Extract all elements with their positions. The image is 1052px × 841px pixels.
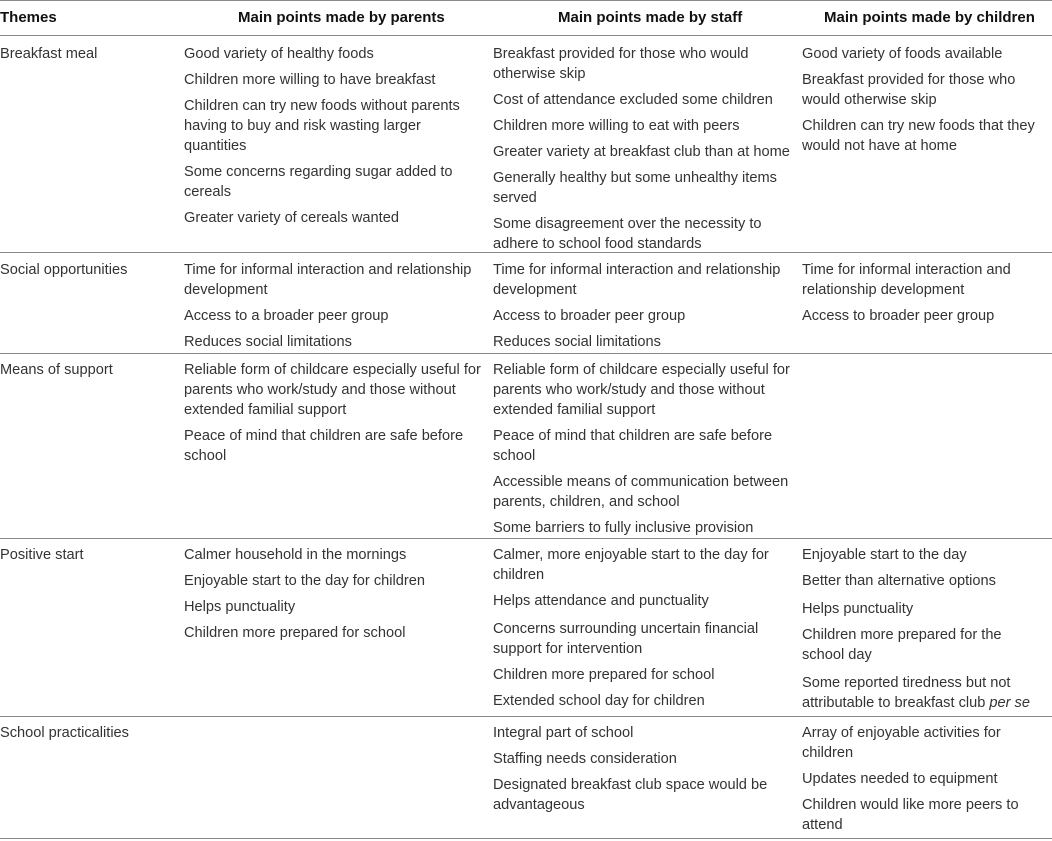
parents-cell: [184, 360, 484, 472]
list-item: Extended school day for children: [493, 693, 705, 709]
list-item: Some barriers to fully inclusive provision: [493, 520, 754, 536]
row-rule: [0, 538, 1052, 539]
list-item: Children more willing to eat with peers: [493, 118, 740, 134]
table-bottom-rule: [0, 838, 1052, 839]
parents-cell: [184, 260, 484, 358]
staff-cell: [493, 723, 793, 821]
list-item: Time for informal interaction and relationship development: [184, 262, 472, 298]
row-rule: [0, 716, 1052, 717]
list-item: Access to broader peer group: [802, 308, 995, 324]
list-item: Calmer, more enjoyable start to the day for children: [493, 547, 769, 583]
staff-cell: [493, 260, 793, 358]
list-item: Reduces social limitations: [184, 334, 352, 350]
staff-cell: [493, 44, 793, 260]
list-item: Enjoyable start to the day: [802, 547, 967, 563]
list-item: Generally healthy but some unhealthy items served: [493, 170, 777, 206]
list-item: Some disagreement over the necessity to adhere to school food standards: [493, 216, 762, 252]
list-item: Access to a broader peer group: [184, 308, 389, 324]
header-staff: Main points made by staff: [558, 9, 743, 26]
row-rule: [0, 353, 1052, 354]
header-children: Main points made by children: [824, 9, 1035, 26]
list-item: [802, 673, 1047, 713]
children-cell: [802, 545, 1047, 719]
list-item: Calmer household in the mornings: [184, 547, 407, 563]
list-item: Time for informal interaction and relationship development: [493, 262, 781, 298]
parents-cell: [184, 545, 484, 649]
list-item: Time for informal interaction and relationship development: [802, 262, 1011, 298]
list-item: Children more prepared for school: [493, 667, 715, 683]
list-item: Concerns surrounding uncertain financial support for intervention: [493, 621, 759, 657]
list-item: Enjoyable start to the day for children: [184, 573, 425, 589]
staff-cell: [493, 545, 793, 717]
list-item: Some concerns regarding sugar added to cereals: [184, 164, 453, 200]
list-item: Cost of attendance excluded some children: [493, 92, 773, 108]
list-item: Reliable form of childcare especially useful for parents who work/study and those without extended familial support: [493, 362, 790, 418]
list-item: Helps punctuality: [802, 601, 914, 617]
theme-cell: Means of support: [0, 362, 113, 378]
list-item-text: Some reported tiredness but not attributable to breakfast club: [802, 675, 1011, 711]
list-item: Children more prepared for the school day: [802, 627, 1002, 663]
list-item: Children can try new foods without parents having to buy and risk wasting larger quantities: [184, 98, 460, 154]
staff-cell: [493, 360, 793, 544]
list-item: Helps punctuality: [184, 599, 296, 615]
list-item: Integral part of school: [493, 725, 634, 741]
list-item: Good variety of healthy foods: [184, 46, 374, 62]
list-item: Greater variety of cereals wanted: [184, 210, 399, 226]
row-rule: [0, 252, 1052, 253]
list-item: Updates needed to equipment: [802, 771, 998, 787]
list-item: Good variety of foods available: [802, 46, 1003, 62]
theme-cell: Social opportunities: [0, 262, 128, 278]
list-item: Staffing needs consideration: [493, 751, 677, 767]
list-item: Children would like more peers to attend: [802, 797, 1019, 833]
list-item: Helps attendance and punctuality: [493, 593, 709, 609]
list-item: Reduces social limitations: [493, 334, 661, 350]
children-cell: [802, 723, 1047, 841]
header-rule: [0, 35, 1052, 36]
header-themes: Themes: [0, 9, 57, 26]
list-item: Children more prepared for school: [184, 625, 406, 641]
list-item: Children can try new foods that they would not have at home: [802, 118, 1035, 154]
list-item: Accessible means of communication between parents, children, and school: [493, 474, 789, 510]
list-item-italic: per se: [989, 695, 1030, 711]
list-item: Children more willing to have breakfast: [184, 72, 436, 88]
list-item: Breakfast provided for those who would otherwise skip: [493, 46, 749, 82]
table-top-rule: [0, 0, 1052, 1]
header-parents: Main points made by parents: [238, 9, 445, 26]
list-item: Breakfast provided for those who would otherwise skip: [802, 72, 1016, 108]
list-item: Peace of mind that children are safe before school: [493, 428, 773, 464]
list-item: Better than alternative options: [802, 573, 996, 589]
parents-cell: [184, 44, 484, 234]
list-item: Access to broader peer group: [493, 308, 686, 324]
list-item: Designated breakfast club space would be advantageous: [493, 777, 768, 813]
theme-cell: Breakfast meal: [0, 46, 98, 62]
list-item: Reliable form of childcare especially useful for parents who work/study and those without extended familial support: [184, 362, 481, 418]
children-cell: [802, 260, 1047, 332]
list-item: Peace of mind that children are safe before school: [184, 428, 464, 464]
children-cell: [802, 44, 1047, 162]
list-item: Array of enjoyable activities for children: [802, 725, 1001, 761]
theme-cell: Positive start: [0, 547, 84, 563]
theme-cell: School practicalities: [0, 725, 129, 741]
list-item: Greater variety at breakfast club than at home: [493, 144, 790, 160]
